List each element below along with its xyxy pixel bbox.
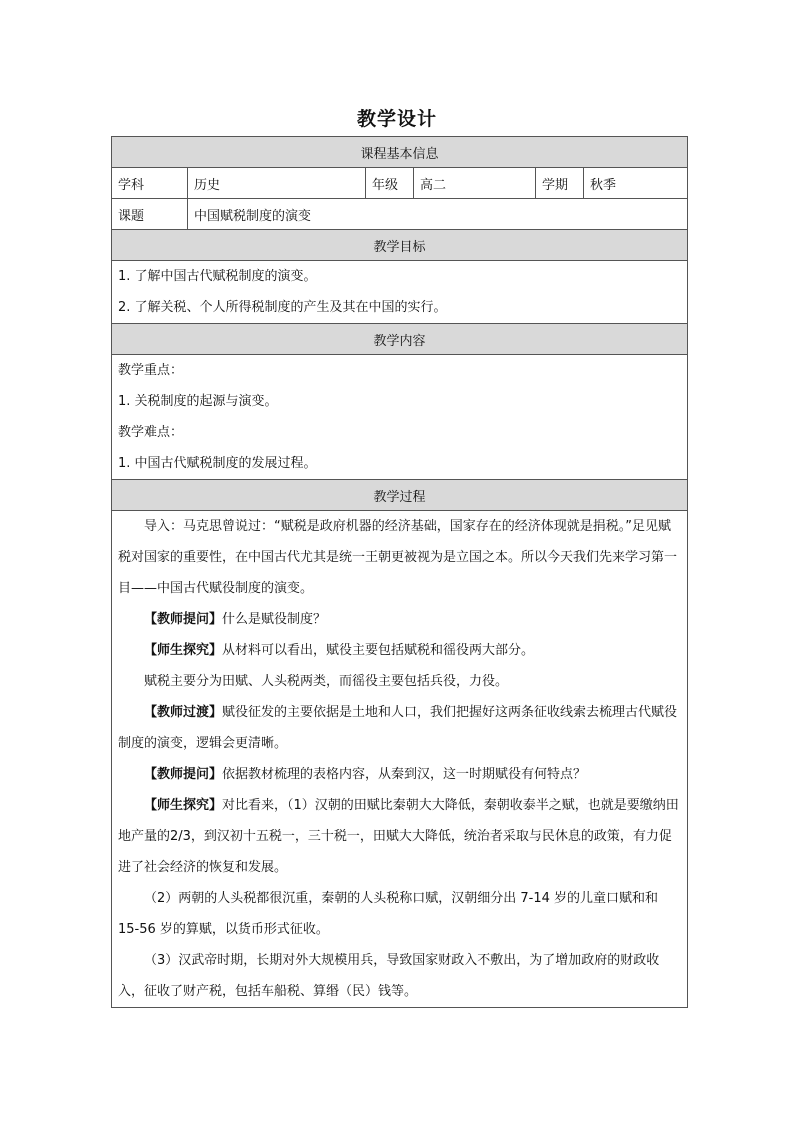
paragraph-text: 从材料可以看出，赋役主要包括赋税和徭役两大部分。	[222, 643, 535, 658]
process-paragraph	[118, 759, 681, 790]
process-paragraph	[118, 604, 681, 635]
paragraph-text: 对比看来，（1）汉朝的田赋比秦朝大大降低，秦朝收泰半之赋，也就是要缴纳田地产量的2/3，到汉初十五税一，三十税一，田赋大大降低，统治者采取与民休息的政策，有力促进了社会经济的恢复和发展。	[118, 798, 679, 875]
paragraph-text: 什么是赋役制度？	[222, 612, 327, 627]
goal-item: 1. 了解中国古代赋税制度的演变。	[118, 269, 317, 284]
paragraph-text: 赋役征发的主要依据是土地和人口，我们把握好这两条征收线索去梳理古代赋役制度的演变，逻辑会更清晰。	[118, 705, 678, 751]
teacher-question-tag: 【教师提问】	[144, 612, 223, 627]
process-paragraph	[118, 790, 681, 883]
lesson-plan-table	[111, 136, 688, 1008]
inquiry-tag: 【师生探究】	[144, 643, 223, 658]
subject-value: 历史	[188, 168, 366, 199]
section-header-basic: 课程基本信息	[112, 137, 688, 168]
goals-block	[112, 261, 688, 324]
section-header-process: 教学过程	[112, 480, 688, 511]
difficult-point-label: 教学难点：	[118, 425, 184, 440]
grade-label: 年级	[366, 168, 414, 199]
key-point-label: 教学重点：	[118, 363, 184, 378]
process-paragraph: （3）汉武帝时期，长期对外大规模用兵，导致国家财政入不敷出，为了增加政府的财政收入，征收了财产税，包括车船税、算缗（民）钱等。	[118, 953, 660, 999]
intro-paragraph: 导入：马克思曾说过：“赋税是政府机器的经济基础，国家存在的经济体现就是捐税。”足见赋税对国家的重要性，在中国古代尤其是统一王朝更被视为是立国之本。所以今天我们先来学习第一目——中国古代赋役制度的演变。	[118, 519, 678, 596]
grade-value: 高二	[414, 168, 536, 199]
teacher-question-tag: 【教师提问】	[144, 767, 223, 782]
paragraph-text: 依据教材梳理的表格内容，从秦到汉，这一时期赋役有何特点？	[222, 767, 587, 782]
term-label: 学期	[536, 168, 584, 199]
section-header-content: 教学内容	[112, 324, 688, 355]
process-block	[112, 511, 688, 1008]
process-paragraph: 赋税主要分为田赋、人头税两类，而徭役主要包括兵役，力役。	[144, 674, 509, 689]
topic-value: 中国赋税制度的演变	[188, 199, 688, 230]
teacher-transition-tag: 【教师过渡】	[144, 705, 223, 720]
process-paragraph	[118, 697, 681, 759]
process-paragraph: （2）两朝的人头税都很沉重，秦朝的人头税称口赋，汉朝细分出 7-14 岁的儿童口赋和和 15-56 岁的算赋，以货币形式征收。	[118, 891, 659, 937]
term-value: 秋季	[584, 168, 688, 199]
document-title: 教学设计	[356, 108, 437, 130]
section-header-goals: 教学目标	[112, 230, 688, 261]
content-block	[112, 355, 688, 480]
key-point-item: 1. 关税制度的起源与演变。	[118, 394, 278, 409]
subject-label: 学科	[112, 168, 188, 199]
process-paragraph	[118, 635, 681, 666]
difficult-point-item: 1. 中国古代赋税制度的发展过程。	[118, 456, 317, 471]
inquiry-tag: 【师生探究】	[144, 798, 223, 813]
goal-item: 2. 了解关税、个人所得税制度的产生及其在中国的实行。	[118, 300, 447, 315]
topic-label: 课题	[112, 199, 188, 230]
